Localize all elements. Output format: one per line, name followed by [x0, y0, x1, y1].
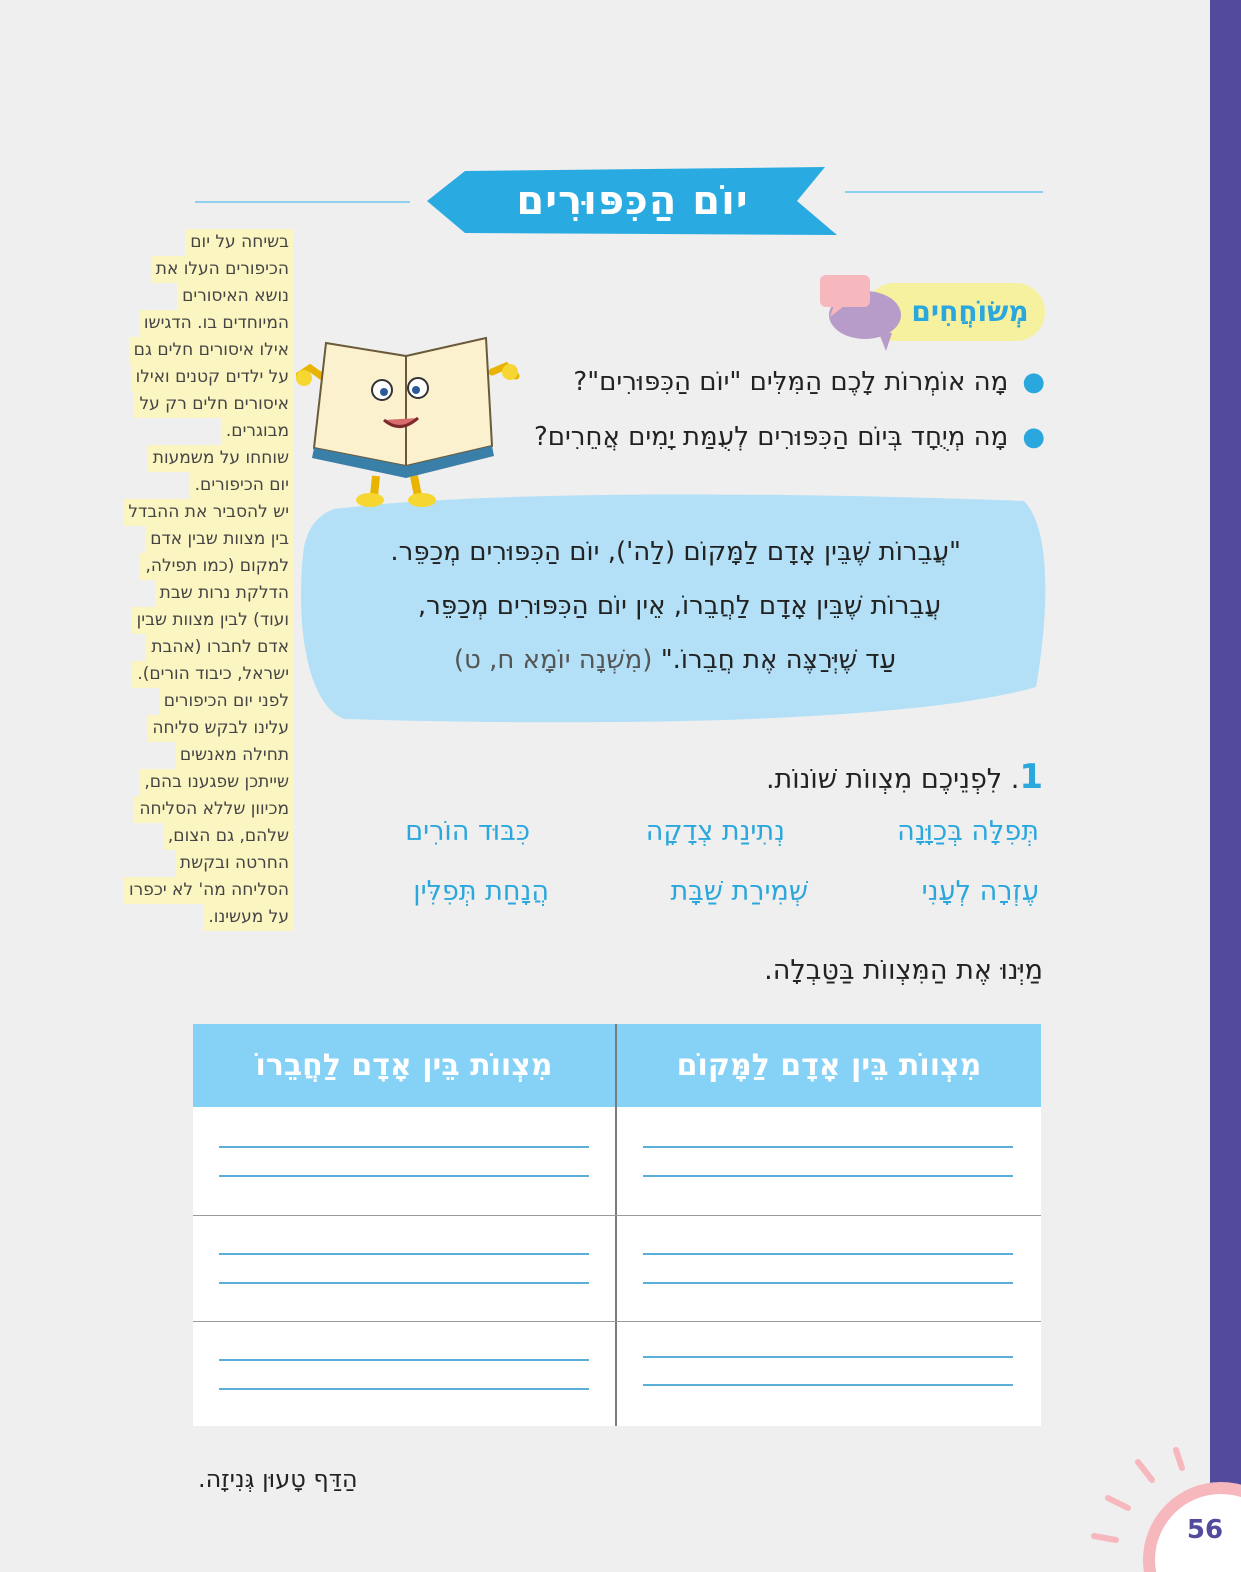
writing-line[interactable]	[643, 1356, 1013, 1358]
teacher-note-line: איסורים חלים רק על	[134, 391, 294, 418]
teacher-note-line: שלהם, גם הצום,	[163, 823, 294, 850]
writing-line[interactable]	[219, 1175, 589, 1177]
teacher-note-line: למקום (כמו תפילה,	[140, 553, 294, 580]
mitzvah-item: שְׁמִירַת שַׁבָּת	[670, 876, 808, 907]
teacher-notes	[114, 229, 294, 931]
teacher-note-line: בשיחה על יום	[185, 229, 294, 256]
bullet-icon: ●	[1022, 422, 1045, 452]
question-text: מָה אוֹמְרוֹת לָכֶם הַמִּלִּים "יוֹם הַכִּפּוּרִים"?	[573, 367, 1009, 397]
teacher-note-line: ועוד) לבין מצוות שבין	[132, 607, 294, 634]
teacher-note-line: אדם לחברו (אהבת	[146, 634, 294, 661]
title-line-right	[845, 191, 1043, 193]
teacher-note-line: עלינו לבקש סליחה	[147, 715, 294, 742]
writing-line[interactable]	[643, 1282, 1013, 1284]
writing-line[interactable]	[219, 1282, 589, 1284]
writing-line[interactable]	[643, 1253, 1013, 1255]
table-header-bein-adam-lechavero: מִצְווֹת בֵּין אָדָם לַחֲבֵרוֹ	[193, 1024, 615, 1107]
page-corner-sun-icon	[1090, 1440, 1241, 1572]
page-number: 56	[1186, 1515, 1224, 1545]
mitzvah-item: הֲנָחַת תְּפִלִּין	[413, 876, 549, 907]
teacher-note-line: הכיפורים העלו את	[151, 256, 294, 283]
teacher-note-line: יש להסביר את ההבדל	[123, 499, 294, 526]
title-line-left	[195, 201, 410, 203]
teacher-note-line: מכיוון שללא הסליחה	[134, 796, 294, 823]
teacher-note-line: המיוחדים בו. הדגישו	[139, 310, 294, 337]
teacher-note-line: יום הכיפורים.	[190, 472, 294, 499]
teacher-note-line: שייתכן שפגענו בהם,	[139, 769, 294, 796]
task-text: . לִפְנֵיכֶם מִצְווֹת שׁוֹנוֹת.	[765, 764, 1020, 795]
quote-text: עַד שֶׁיְּרַצֶּה אֶת חֲבֵרוֹ."	[660, 645, 896, 675]
table-column-divider	[615, 1024, 617, 1426]
page-title: יוֹם הַכִּפּוּרִים	[516, 178, 749, 224]
question-text: מָה מְיֻחָד בְּיוֹם הַכִּפּוּרִים לְעֻמַּת יָמִים אֲחֵרִים?	[533, 422, 1009, 452]
table-header-bein-adam-lamakom: מִצְווֹת בֵּין אָדָם לַמָּקוֹם	[617, 1024, 1041, 1107]
teacher-note-line: ישראל, כיבוד הורים).	[132, 661, 294, 688]
teacher-note-line: אילו איסורים חלים גם	[129, 337, 294, 364]
mitzvah-item: עֶזְרָה לְעָנִי	[921, 876, 1039, 907]
writing-line[interactable]	[643, 1146, 1013, 1148]
discussion-label: מְשׂוֹחֲחִים	[911, 294, 1029, 328]
task-number: 1	[1019, 757, 1043, 797]
teacher-note-line: תחילה מאנשים	[175, 742, 294, 769]
quote-source: (מִשְׁנָה יוֹמָא ח, ט)	[453, 645, 653, 675]
mitzvah-item: נְתִינַת צְדָקָה	[645, 816, 785, 847]
mitzvah-item: כִּבּוּד הוֹרִים	[405, 816, 530, 847]
teacher-note-line: בין מצוות שבין אדם	[145, 526, 294, 553]
writing-line[interactable]	[643, 1384, 1013, 1386]
writing-line[interactable]	[219, 1388, 589, 1390]
writing-line[interactable]	[643, 1175, 1013, 1177]
discussion-question	[534, 422, 1045, 452]
discussion-question	[573, 367, 1045, 397]
quote-line: עֲבֵרוֹת שֶׁבֵּין אָדָם לַחֲבֵרוֹ, אֵין יוֹם הַכִּפּוּרִים מְכַפֵּר,	[417, 591, 941, 621]
page-side-bar	[1210, 0, 1241, 1572]
quote-line	[454, 645, 896, 675]
table-row-divider	[193, 1321, 1041, 1322]
teacher-note-line: על מעשינו.	[203, 904, 294, 931]
sort-instruction: מַיְּנוּ אֶת הַמִּצְווֹת בַּטַּבְלָה.	[764, 955, 1043, 986]
bullet-icon: ●	[1022, 367, 1045, 397]
teacher-note-line: החרטה ובקשת	[175, 850, 294, 877]
teacher-note-line: על ילדים קטנים ואילו	[131, 364, 294, 391]
table-row-divider	[193, 1215, 1041, 1216]
writing-line[interactable]	[219, 1253, 589, 1255]
task-heading	[766, 757, 1043, 797]
teacher-note-line: לפני יום הכיפורים	[159, 688, 294, 715]
book-mascot-icon	[296, 328, 521, 508]
genizah-note: הַדַּף טָעוּן גְּנִיזָה.	[198, 1465, 358, 1493]
teacher-note-line: מבוגרים.	[221, 418, 294, 445]
quote-line: "עֲבֵרוֹת שֶׁבֵּין אָדָם לַמָּקוֹם (לַה'), יוֹם הַכִּפּוּרִים מְכַפֵּר.	[390, 537, 961, 567]
teacher-note-line: הדלקת נרות שבת	[155, 580, 294, 607]
writing-line[interactable]	[219, 1359, 589, 1361]
sorting-table	[193, 1024, 1041, 1426]
mitzvah-item: תְּפִלָּה בְּכַוָּנָה	[897, 816, 1039, 847]
teacher-note-line: הסליחה מה' לא יכפרו	[124, 877, 294, 904]
teacher-note-line: נושא האיסורים	[177, 283, 294, 310]
teacher-note-line: שוחחו על משמעות	[148, 445, 294, 472]
writing-line[interactable]	[219, 1146, 589, 1148]
